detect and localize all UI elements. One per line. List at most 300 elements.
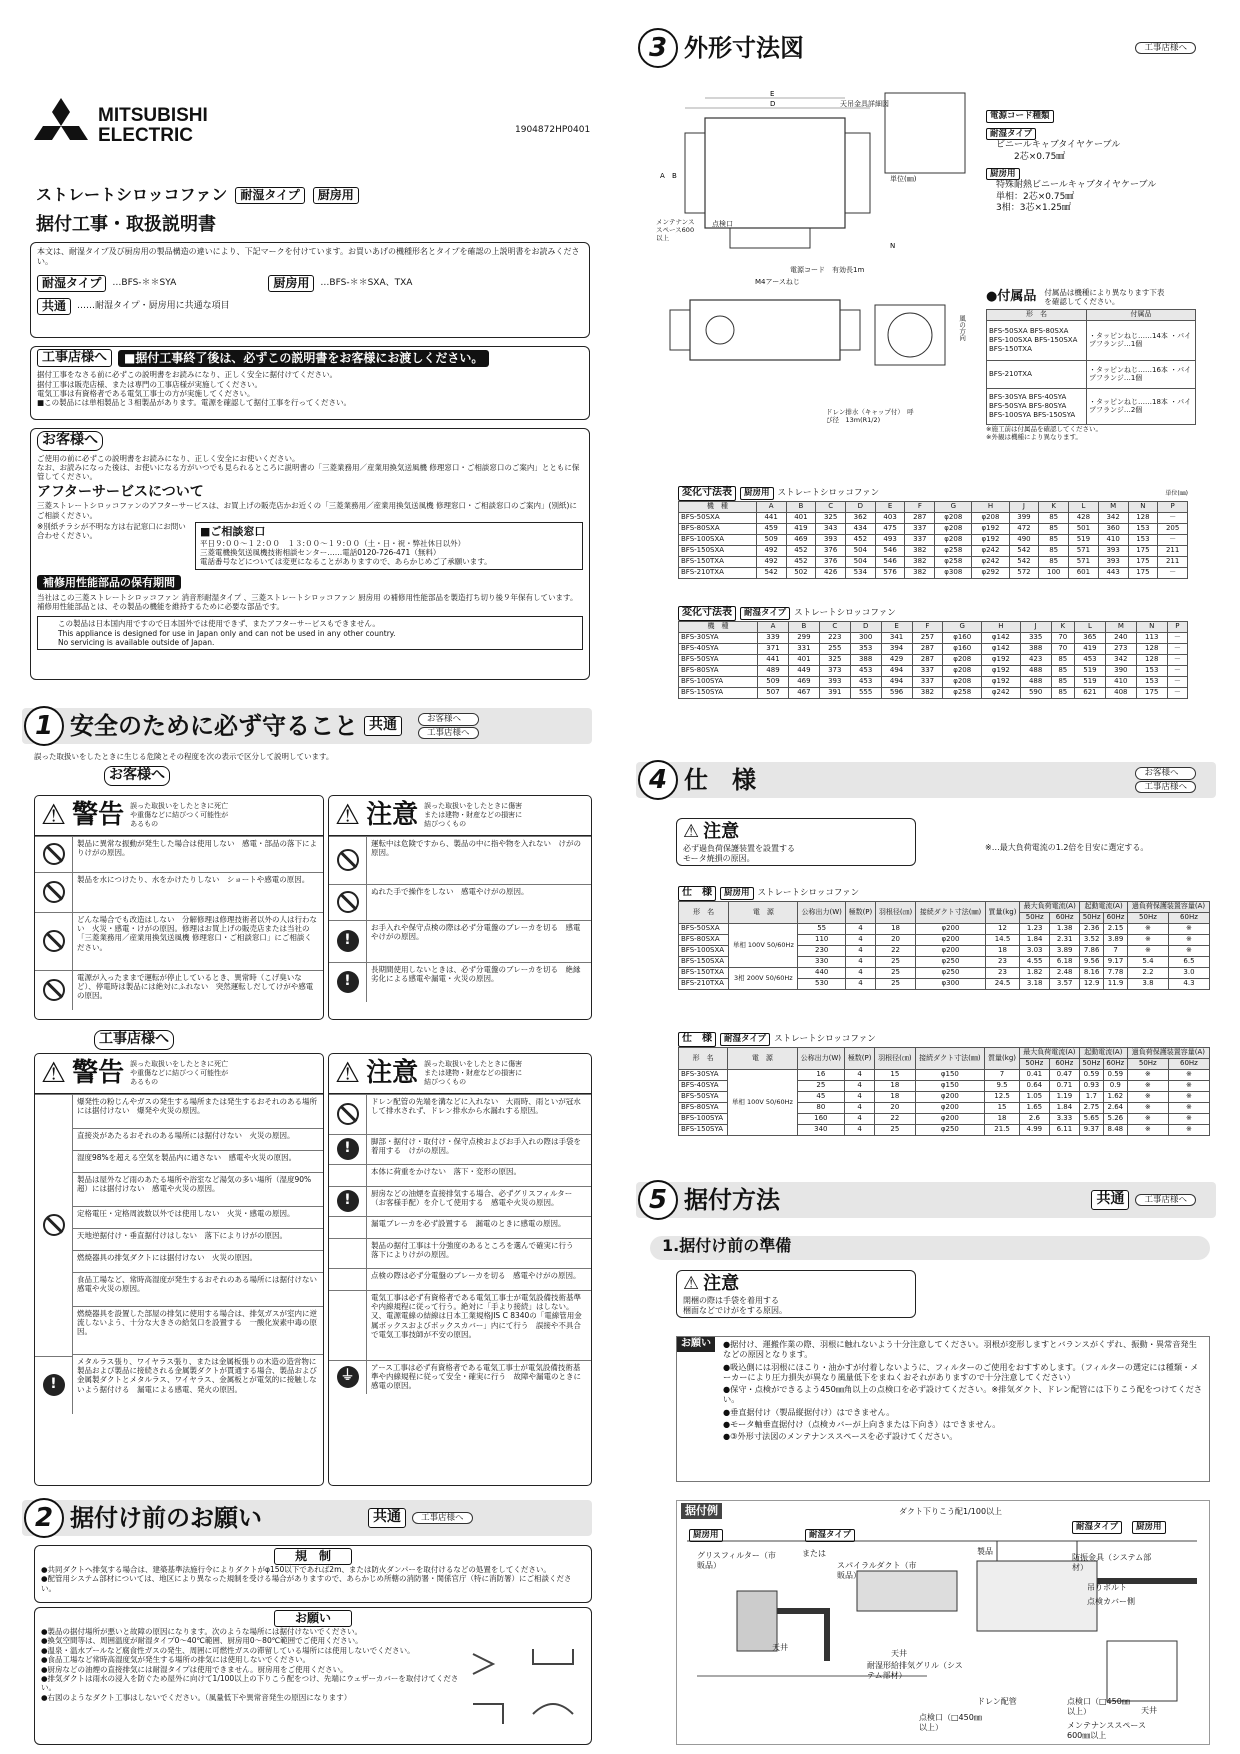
dim-cell: BFS-150SXA (679, 545, 757, 556)
dim-cell: 85 (1039, 545, 1069, 556)
instruction-icon: ! (43, 1374, 65, 1396)
spec-table (678, 901, 1210, 990)
prohibited-icon (337, 1103, 359, 1125)
caution-row: ぬれた手で操作をしない 感電やけがの原因。 (371, 886, 529, 896)
ground-screw-label: M4アースねじ (755, 278, 800, 286)
dim-cell: 393 (819, 676, 850, 687)
dim-cell: φ242 (972, 556, 1009, 567)
spec-cell: 4 (845, 1113, 875, 1124)
dim-cell: 621 (1075, 687, 1106, 698)
dim-cell: φ258 (935, 545, 972, 556)
caution-text: 梱面などでけがをする原因。 (683, 1305, 787, 1315)
dim-cell: 393 (816, 534, 846, 545)
warning-row: 湿度98%を超える空気を製品内に通さない 感電や火災の原因。 (77, 1152, 297, 1162)
spec-cell: 3.0 (1168, 967, 1209, 978)
outline-drawing-top (650, 88, 980, 263)
spec-power-cell: 3相 200V 50/60Hz (729, 967, 798, 989)
manual-title: 据付工事・取扱説明書 (36, 214, 216, 235)
spec-cell: 4 (845, 934, 875, 945)
section1-pill-customer: お客様へ (418, 713, 479, 726)
accessories-note: 付属品は機種により異なります下表を確認してください。 (1044, 288, 1165, 307)
dim-cell: 205 (1158, 523, 1188, 534)
dim-cell: 85 (1051, 676, 1074, 687)
dim-cell: 153 (1128, 523, 1158, 534)
dim-cell: 287 (912, 654, 943, 665)
dim-cell: 546 (875, 556, 905, 567)
spec-cell: φ200 (916, 945, 986, 956)
spec-cell: 3.89 (1104, 934, 1128, 945)
section4-pill-installer: 工事店様へ (1135, 781, 1196, 794)
example-title: 据付例 (681, 1503, 722, 1519)
dim-cell: 331 (788, 643, 819, 654)
dim-cell: 240 (1105, 632, 1136, 643)
dim-cell: φ192 (972, 534, 1009, 545)
spec-cell: 4 (845, 945, 875, 956)
installer-line: 電気工事は有資格者である電気工事士の方が実施してください。 (37, 389, 255, 398)
dim-header-cell: J (1020, 621, 1051, 632)
spec-cell: 22 (875, 1113, 915, 1124)
dim-table-tag: 耐湿タイプ (740, 607, 790, 620)
dim-cell: 429 (881, 654, 912, 665)
mark3-label: 共通 (37, 298, 71, 315)
dim-cell: 576 (875, 567, 905, 578)
spec-cell: ※ (1127, 1080, 1168, 1091)
section5-number: 5 (638, 1180, 678, 1220)
spec-cell: 2.15 (1104, 923, 1128, 934)
slope-label: ダクト下りこう配1/100以上 (899, 1507, 1003, 1516)
spec-cell: φ250 (916, 967, 986, 978)
dim-cell: 590 (1020, 687, 1051, 698)
spec-cell: ※ (1168, 1091, 1209, 1102)
consult-title: ■ご相談窓口 (200, 524, 266, 538)
dim-header-cell: P (1158, 501, 1188, 512)
dim-cell: 509 (756, 534, 786, 545)
caution-row: アース工事は必ず有資格者である電気工事士が電気設備技術基準や内線規程に従って安全・確実に行う 故障や漏電のときに感電の原因。 (371, 1362, 581, 1391)
cord-chu-tag: 厨房用 (986, 168, 1020, 181)
spec-cell: 4.99 (1019, 1124, 1049, 1135)
spec-cell: ※ (1168, 1113, 1209, 1124)
spec-hz-cell: 50Hz (1019, 1058, 1049, 1069)
no-touch-icon (43, 979, 65, 1001)
spec-cell: 7.78 (1104, 967, 1128, 978)
warning-desc: 誤った取扱いをしたときに死亡や重傷などに結びつく可能性があるもの (130, 1060, 229, 1086)
dim-cell: 490 (1009, 534, 1039, 545)
spec-cell: φ250 (915, 1124, 985, 1135)
spec-cell: 18 (985, 1113, 1020, 1124)
dim-cell: φ208 (972, 512, 1009, 523)
spec-tag: 耐湿タイプ (720, 1033, 770, 1046)
dim-cell: 393 (1098, 545, 1128, 556)
spec-tag: 厨房用 (720, 887, 754, 900)
dim-cell: 492 (756, 556, 786, 567)
spec-cell: φ200 (916, 934, 986, 945)
spec-cell: 55 (798, 923, 846, 934)
cover-side-label: 点検カバー側 (1087, 1597, 1135, 1606)
caution-row: 本体に荷重をかけない 落下・変形の原因。 (371, 1166, 521, 1176)
dim-cell: BFS-50SXA (679, 512, 757, 523)
dim-cell: 85 (1039, 512, 1069, 523)
spec-cell: 18 (875, 1080, 915, 1091)
caution-row: 製品の据付工事は十分強度のあるところを選んで確実に行う 落下によりけがの原因。 (371, 1240, 581, 1259)
spec-cell: 530 (798, 978, 846, 989)
dim-cell: 287 (905, 512, 935, 523)
table-row (679, 512, 1188, 523)
spec-cell: φ200 (915, 1113, 985, 1124)
dim-cell: 572 (1009, 567, 1039, 578)
dim-cell: φ292 (972, 567, 1009, 578)
spec-cell: ※ (1127, 1124, 1168, 1135)
spec-hz-cell: 60Hz (1103, 1058, 1127, 1069)
spec-cell: 3.8 (1128, 978, 1169, 989)
dim-table-title: 変化寸法表 (678, 606, 736, 621)
spec-cell: BFS-40SYA (679, 1080, 728, 1091)
spec-cell: 16 (797, 1069, 845, 1080)
dim-cell: 325 (819, 654, 850, 665)
spec-hz-cell: 60Hz (1168, 1058, 1209, 1069)
spec-cell: 2.6 (1019, 1113, 1049, 1124)
warning-triangle-icon: ⚠ (41, 1056, 67, 1090)
dim-cell: 452 (846, 534, 876, 545)
parts-text: 当社はこの三菱ストレートシロッコファン 消音形耐湿タイプ 、三菱ストレートシロッコファン 厨房用 の補修用性能部品を製造打ち切り後９年保有しています。補修用性能部品とは、その製品の機能を維持するために必要な部品です。 (37, 592, 578, 611)
spec-cell: 1.23 (1020, 923, 1050, 934)
duct-bad-example-diagram (463, 1634, 583, 1734)
dim-header-cell: C (819, 621, 850, 632)
spec-table-chubo (678, 886, 1210, 990)
spec-header-cell: 過負荷保護装置容量(A) (1127, 1047, 1209, 1058)
example-chu-tag: 厨房用 (689, 1529, 723, 1542)
request-line: ●右図のようなダクト工事はしないでください。（風量低下や異常音発生の原因になります） (41, 1692, 352, 1702)
dim-cell: 410 (1105, 676, 1136, 687)
warning-title: 警告 (72, 1058, 125, 1088)
spec-hz-cell: 50Hz (1079, 1058, 1103, 1069)
spec-cell: BFS-150SYA (679, 1124, 728, 1135)
spec-header-cell: 電 源 (729, 901, 798, 923)
dim-cell: 534 (846, 567, 876, 578)
spec-hz-cell: 50Hz (1127, 1058, 1168, 1069)
warning-row: 定格電圧・定格周波数以外では使用しない 火災・感電の原因。 (77, 1208, 295, 1218)
dim-cell: 542 (756, 567, 786, 578)
spec-title: 仕 様 (678, 1032, 716, 1047)
spec-cell: 15 (985, 1102, 1020, 1113)
dim-cell: 371 (758, 643, 789, 654)
dim-cell: 489 (758, 665, 789, 676)
inspection-label: 点検口 (712, 220, 733, 228)
dim-cell: φ192 (982, 654, 1021, 665)
installer-line: ■この製品には単相製品と３相製品があります。電源を確認して据付工事を行ってください。 (37, 398, 351, 408)
dim-table (678, 501, 1188, 579)
dim-header-cell: L (1069, 501, 1099, 512)
request-line: ●排気ダクトは雨水の浸入を防ぐため屋外に向けて1/100以上の下りこう配をつけ、先端にウェザーカバーを取付けてください。 (41, 1673, 459, 1693)
table-row (679, 556, 1188, 567)
spec-hz-cell: 60Hz (1049, 1058, 1079, 1069)
spec-cell: ※ (1168, 945, 1209, 956)
dim-cell: 449 (788, 665, 819, 676)
accessories (986, 288, 1216, 441)
installer-label: 工事店様へ (37, 349, 112, 367)
dim-table-sub: ストレートシロッコファン (777, 487, 880, 498)
spec-header-cell: 公称出力(W) (797, 1047, 845, 1069)
prohibited-icon (43, 1214, 65, 1236)
acc-foot: ※施工前は付属品を確認してください。 (986, 424, 1102, 433)
spec-cell: 330 (798, 956, 846, 967)
dim-cell: 467 (788, 687, 819, 698)
mark1-text: …BFS-＊＊SYA (112, 277, 177, 288)
spec-cell: 0.59 (1103, 1069, 1127, 1080)
dim-cell: 452 (786, 545, 816, 556)
dim-cell: － (1167, 632, 1187, 643)
spec-power-cell: 単相 100V 50/60Hz (729, 923, 798, 967)
dim-cell: 401 (786, 512, 816, 523)
table-row (679, 643, 1188, 654)
accessories-table (986, 309, 1196, 425)
section5-header (636, 1182, 1216, 1218)
section3-header (636, 30, 1216, 66)
spec-table (678, 1047, 1210, 1136)
dim-cell: 337 (912, 665, 943, 676)
section5-sub: 1.据付け前の準備 (650, 1236, 1210, 1260)
dim-header-cell: 機 種 (679, 621, 758, 632)
onegai-line: ●保守・点検ができるよう450㎜角以上の点検口を必ず設けてください。※排気ダクト、ドレン配管には下りこう配をつけてください。 (723, 1384, 1203, 1405)
dim-cell: 175 (1128, 545, 1158, 556)
dim-table-title: 変化寸法表 (678, 486, 736, 501)
spec-header-cell: 形 名 (679, 1047, 728, 1069)
dim-cell: 211 (1158, 556, 1188, 567)
spec-cell: 20 (875, 1102, 915, 1113)
dim-header-cell: H (982, 621, 1021, 632)
dim-cell: 337 (905, 523, 935, 534)
section1-customer-label: お客様へ (104, 766, 170, 786)
dim-cell: 257 (912, 632, 943, 643)
japan-only-jp: この製品は日本国内用ですので日本国外では使用できず、またアフターサービスもできません。 (58, 619, 380, 629)
dim-header-cell: N (1136, 621, 1167, 632)
spec-cell: 1.84 (1020, 934, 1050, 945)
spec-cell: BFS-80SYA (679, 1102, 728, 1113)
example-chu-tag-right: 厨房用 (1132, 1521, 1166, 1534)
spec-cell: 23 (985, 967, 1020, 978)
spec-cell: 15 (875, 1069, 915, 1080)
dim-cell: 353 (850, 643, 881, 654)
tag-taishitsu: 耐湿タイプ (235, 187, 304, 204)
dim-header-cell: A (758, 621, 789, 632)
dim-cell: 571 (1069, 545, 1099, 556)
ceiling-label: 天井 (1141, 1706, 1157, 1715)
spec-header-cell: 羽根径(㎝) (875, 901, 915, 923)
section1-tag: 共通 (364, 716, 402, 736)
spec-cell: BFS-50SXA (679, 923, 729, 934)
dim-header-cell: M (1105, 621, 1136, 632)
dim-cell: 390 (1105, 665, 1136, 676)
dim-cell: 434 (846, 523, 876, 534)
spec-cell: 1.65 (1019, 1102, 1049, 1113)
dim-cell: φ242 (982, 687, 1021, 698)
spec-cell: ※ (1168, 1080, 1209, 1091)
onegai-line: ●③外形寸法図のメンテナンススペースを必ず設けてください。 (723, 1431, 958, 1441)
cord-chu-text1: 特殊耐熱ビニールキャブタイヤケーブル (996, 180, 1157, 191)
dim-cell: BFS-40SYA (679, 643, 758, 654)
installer-warning-box (34, 1053, 324, 1486)
brand-line1: MITSUBISHI (98, 105, 208, 126)
dim-table-sub: ストレートシロッコファン (794, 607, 896, 618)
spec-cell: 6.18 (1050, 956, 1080, 967)
dim-header-cell: H (972, 501, 1009, 512)
request-line: ●厨房などの油煙の直接排気には耐湿タイプは使用できません。厨房用をご使用ください。 (41, 1664, 348, 1674)
spec-cell: 6.11 (1049, 1124, 1079, 1135)
cord-chu-text3: 3相：3芯×1.25㎟ (996, 202, 1072, 213)
maintenance-space-label: メンテナンススペース600㎜以上 (1067, 1721, 1146, 1740)
bolt-label: 吊りボルト (1087, 1583, 1127, 1592)
cord-info (986, 110, 1216, 214)
section1-number: 1 (24, 706, 64, 746)
dim-header-cell: A (756, 501, 786, 512)
spec-header-row (679, 901, 1210, 912)
dim-table-chubo (678, 486, 1188, 579)
spec-cell: 12 (985, 923, 1020, 934)
dim-cell: 223 (819, 632, 850, 643)
dim-cell: 596 (881, 687, 912, 698)
spec-header-cell: 羽根径(㎝) (875, 1047, 915, 1069)
spec-cell: 14.5 (985, 934, 1020, 945)
section1-title: 安全のために必ず守ること (70, 712, 358, 740)
inspection-port-label: 点検口（□450㎜以上） (1067, 1697, 1130, 1716)
dim-cell: 287 (912, 643, 943, 654)
spec-cell: 1.38 (1050, 923, 1080, 934)
dim-cell: φ258 (943, 687, 982, 698)
request-line: ●温泉・温水プールなど腐食性ガスの発生、周囲に可燃性ガスの滞留している場所には使用しないでください。 (41, 1645, 415, 1655)
dim-cell: － (1167, 676, 1187, 687)
onegai-label: お願い (677, 1337, 715, 1352)
spec-header-cell: 起動電流(A) (1079, 1047, 1127, 1058)
dim-cell: φ242 (972, 545, 1009, 556)
table-row (679, 665, 1188, 676)
customer-warning-box (34, 795, 324, 1020)
cord-tai-tag: 耐湿タイプ (986, 128, 1036, 141)
spec-header-cell: 過負荷保護装置容量(A) (1128, 901, 1210, 912)
power-cord-label: 電源コード 有効長1m (790, 266, 865, 274)
installer-line: 据付工事は販売店様、または専門の工事店様が実施してください。 (37, 379, 262, 389)
section4-header (636, 762, 1216, 798)
cord-tai-text1: ビニールキャブタイヤケーブル (996, 140, 1121, 151)
spec-cell: 20 (875, 934, 915, 945)
warning-row: 製品は屋外など雨のあたる場所や浴室など湯気の多い場所（湿度90%超）には据付けない 感電や火災の原因。 (77, 1174, 312, 1193)
spec-cell: 4 (845, 923, 875, 934)
section1-installer-label: 工事店様へ (94, 1030, 174, 1050)
dim-cell: 507 (758, 687, 789, 698)
spec-cell: 8.16 (1080, 967, 1104, 978)
dim-cell: 452 (786, 556, 816, 567)
section1-intro: 誤った取扱いをしたときに生じる危険とその程度を次の表示で区分して説明しています。 (34, 752, 334, 761)
dim-cell: φ192 (972, 523, 1009, 534)
spec-cell: ※ (1168, 1102, 1209, 1113)
onegai-line: ●吸込側には羽根にほこり・油かすが付着しないように、フィルターのご使用をおすすめします。（フィルターの選定には種類・メーカーにより圧力損失が異なり風量低下をまねくおそれがありますので十分注意してください） (723, 1361, 1199, 1382)
dim-cell: 100 (1039, 567, 1069, 578)
spec-cell: 230 (798, 945, 846, 956)
spec-cell: 2.36 (1080, 923, 1104, 934)
spec-cell: 25 (875, 956, 915, 967)
spec-cell: BFS-210TXA (679, 978, 729, 989)
dim-cell: 488 (1020, 665, 1051, 676)
dim-cell: 342 (1098, 512, 1128, 523)
table-row (679, 632, 1188, 643)
dim-cell: 393 (1098, 556, 1128, 567)
dim-header-cell: D (850, 621, 881, 632)
request-box (34, 1607, 592, 1745)
drain-pipe-label: ドレン配管 (977, 1697, 1017, 1706)
instruction-icon: ! (337, 971, 359, 993)
onegai-box (676, 1336, 1210, 1482)
spec-cell: φ200 (916, 923, 986, 934)
caution-row: 脚部・据付け・取付け・保守点検およびお手入れの際は手袋を着用する けがの原因。 (371, 1136, 581, 1155)
spec-cell: 0.9 (1103, 1080, 1127, 1091)
request-line: ●換気空間等は、周囲温度が耐湿タイプ0～40℃範囲、厨房用0～80℃範囲でご使用ください。 (41, 1636, 363, 1646)
spec-cell: 3.52 (1080, 934, 1104, 945)
section5-title: 据付方法 (684, 1186, 780, 1214)
dim-cell: 493 (875, 534, 905, 545)
parts-title: 補修用性能部品の保有期間 (37, 575, 181, 590)
spec-cell: 0.41 (1019, 1069, 1049, 1080)
no-wet-hands-icon (337, 891, 359, 913)
dim-cell: φ308 (935, 567, 972, 578)
after-service-title: アフターサービスについて (37, 483, 204, 500)
spec-cell: 6.5 (1168, 956, 1209, 967)
table-row (679, 523, 1188, 534)
dim-cell: 153 (1136, 676, 1167, 687)
request-title: お願い (274, 1610, 352, 1627)
section2-number: 2 (24, 1498, 64, 1538)
spec-cell: φ200 (915, 1091, 985, 1102)
spec-cell: 9.5 (985, 1080, 1020, 1091)
dim-header-cell: D (846, 501, 876, 512)
dim-cell: 335 (1020, 632, 1051, 643)
spec-cell: 0.59 (1079, 1069, 1103, 1080)
dim-cell: 388 (1020, 643, 1051, 654)
dim-header-cell: 機 種 (679, 501, 757, 512)
dim-cell: 494 (881, 676, 912, 687)
table-row (679, 676, 1188, 687)
spec-cell: 25 (797, 1080, 845, 1091)
dim-table-unit: 単位(㎜) (1165, 489, 1188, 497)
spec-cell: 3.89 (1050, 945, 1080, 956)
spec-cell: 4 (845, 1091, 875, 1102)
section4-number: 4 (638, 760, 678, 800)
dim-cell: 469 (786, 534, 816, 545)
svg-text:E: E (770, 90, 775, 98)
dim-cell: φ208 (935, 534, 972, 545)
dim-cell: 153 (1128, 534, 1158, 545)
acc-foot: ※外観は機種により異なります。 (986, 432, 1082, 441)
spec-cell: ※ (1127, 1091, 1168, 1102)
tag-chubo: 厨房用 (313, 187, 359, 204)
section4-note: ※…最大負荷電流の1.2倍を目安に選定する。 (985, 843, 1149, 852)
warning-row: 製品に異常な振動が発生した場合は使用しない 感電・部品の落下によりけがの原因。 (77, 838, 317, 857)
dim-cell: BFS-50SYA (679, 654, 758, 665)
warning-row: 燃焼器具の排気ダクトには据付けない 火災の原因。 (77, 1252, 257, 1262)
spec-cell: ※ (1168, 1069, 1209, 1080)
dim-cell: φ160 (943, 632, 982, 643)
dim-cell: BFS-30SYA (679, 632, 758, 643)
dim-cell: 175 (1136, 687, 1167, 698)
spec-header-row (679, 1047, 1210, 1058)
consult-center: 三菱電機換気送風機技術相談センター……電話0120-726-471（無料） (200, 548, 441, 557)
dim-cell: 453 (1075, 654, 1106, 665)
customer-caution-box (328, 795, 592, 1020)
consult-note: 電話番号などについては変更になることがありますので、あらかじめご了承願います。 (200, 557, 492, 567)
dim-cell: 555 (850, 687, 881, 698)
spec-cell: 1.19 (1049, 1091, 1079, 1102)
spec-cell: 7 (985, 1069, 1020, 1080)
spec-cell: 1.82 (1020, 967, 1050, 978)
spec-cell: BFS-100SYA (679, 1113, 728, 1124)
mark2-label: 厨房用 (268, 275, 314, 292)
